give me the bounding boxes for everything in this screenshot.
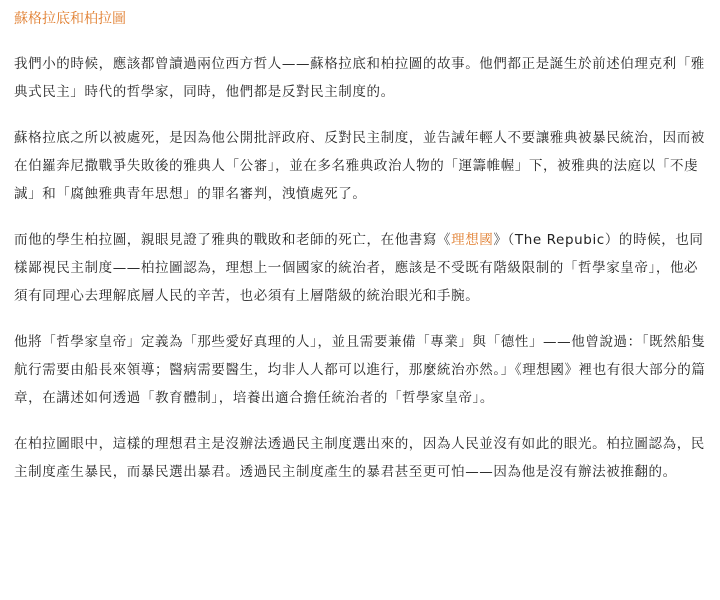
republic-book-link[interactable]: 理想國 xyxy=(451,232,494,248)
paragraph-2: 蘇格拉底之所以被處死，是因為他公開批評政府、反對民主制度，並告誡年輕人不要讓雅典被暴民統治，因而被在伯羅奔尼撒戰爭失敗後的雅典人「公審」，並在多名雅典政治人物的「運籌帷幄」下，被雅典的法庭以「不虔誠」和「腐蝕雅典青年思想」的罪名審判，洩憤處死了。 xyxy=(14,130,705,202)
paragraph-1: 我們小的時候，應該都曾讀過兩位西方哲人——蘇格拉底和柏拉圖的故事。他們都正是誕生於前述伯理克利「雅典式民主」時代的哲學家，同時，他們都是反對民主制度的。 xyxy=(14,56,705,100)
paragraph-3 xyxy=(14,226,708,310)
paragraph-5: 在柏拉圖眼中，這樣的理想君主是沒辦法透過民主制度選出來的，因為人民並沒有如此的眼光。柏拉圖認為，民主制度產生暴民，而暴民選出暴君。透過民主制度產生的暴君甚至更可怕——因為他是沒有辦法被推翻的。 xyxy=(14,436,705,480)
article xyxy=(14,8,708,504)
paragraph-3-text-after: 》（The Repubic）的時候，也同樣鄙視民主制度——柏拉圖認為，理想上一個國家的統治者，應該是不受既有階級限制的「哲學家皇帝」，他必須有同理心去理解底層人民的辛苦，也必須有上層階級的統治眼光和手腕。 xyxy=(14,232,704,304)
paragraph-4: 他將「哲學家皇帝」定義為「那些愛好真理的人」，並且需要兼備「專業」與「德性」——他曾說過：「既然船隻航行需要由船長來領導；醫病需要醫生，均非人人都可以進行，那麼統治亦然。」《理想國》裡也有很大部分的篇章，在講述如何透過「教育體制」，培養出適合擔任統治者的「哲學家皇帝」。 xyxy=(14,334,706,406)
paragraph-3-text-before: 而他的學生柏拉圖，親眼見證了雅典的戰敗和老師的死亡，在他書寫《 xyxy=(14,232,452,248)
article-title: 蘇格拉底和柏拉圖 xyxy=(14,11,126,27)
